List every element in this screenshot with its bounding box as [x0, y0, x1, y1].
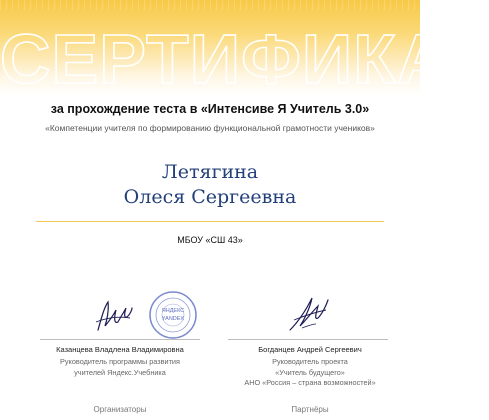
right-role-line1: Руководитель проекта — [272, 357, 348, 366]
right-signer-role — [212, 357, 408, 389]
left-signer-name: Казанцева Владлена Владимировна — [56, 345, 184, 354]
name-underline — [36, 221, 384, 222]
recipient-name — [0, 160, 420, 210]
left-role-line1: Руководитель программы развития — [60, 357, 180, 366]
left-signer-role — [22, 357, 218, 378]
competence-title: «Компетенции учителя по формированию функциональной грамотности учеников» — [45, 123, 375, 133]
certificate-subtitle: за прохождение теста в «Интенсиве Я Учитель 3.0» — [50, 102, 370, 116]
recipient-surname: Летягина — [161, 161, 259, 183]
seal-text-top: ЯНДЕКС — [161, 308, 185, 314]
organizers-label: Организаторы — [93, 405, 147, 414]
certificate-title: СЕРТИФИКАТ — [0, 20, 489, 98]
right-signature-line — [228, 339, 388, 340]
right-signer-name: Богданцев Андрей Сергеевич — [258, 345, 362, 354]
header-texture — [0, 0, 420, 10]
recipient-given-names: Олеся Сергеевна — [123, 186, 297, 208]
seal-text-bottom: YANDEX — [161, 316, 185, 322]
left-signature-line — [40, 339, 200, 340]
right-role-line2: «Учитель будущего» — [275, 367, 345, 377]
right-role-line3: АНО «Россия – страна возможностей» — [244, 378, 376, 387]
left-role-line2: учителей Яндекс.Учебника — [74, 367, 166, 377]
right-signature — [282, 290, 334, 340]
partners-label: Партнёры — [291, 405, 329, 414]
left-signature — [92, 296, 136, 336]
yandex-seal — [148, 290, 198, 340]
school-name: МБОУ «СШ 43» — [177, 235, 243, 245]
